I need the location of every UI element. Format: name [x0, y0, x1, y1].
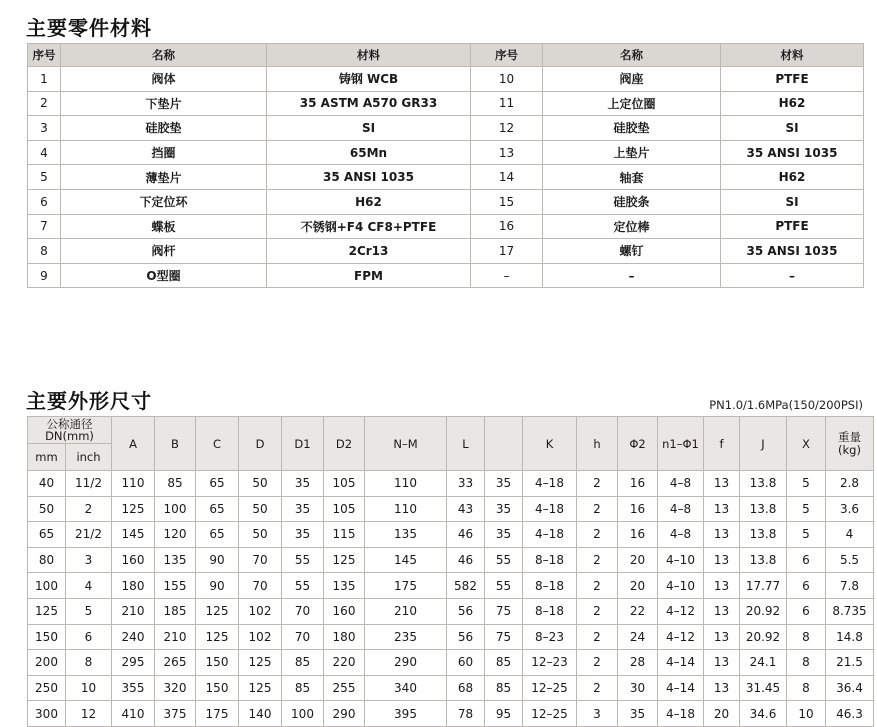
dimensions-cell: 8: [787, 675, 826, 701]
dimensions-cell: 240: [112, 624, 155, 650]
dimensions-cell: 85: [155, 471, 196, 497]
dimensions-cell: 100: [282, 701, 324, 727]
dimension-header: L: [447, 417, 485, 471]
materials-cell: –: [721, 263, 864, 288]
dimension-header: [485, 417, 523, 471]
dimensions-cell: 55: [485, 547, 523, 573]
dimensions-cell: 4–8: [658, 471, 704, 497]
dimensions-cell: 5: [787, 522, 826, 548]
materials-cell: 11: [471, 91, 543, 116]
dimensions-cell: 13.8: [740, 522, 787, 548]
dimensions-cell: 3.6: [826, 496, 874, 522]
dimensions-cell: 6: [787, 598, 826, 624]
dimensions-cell: 90: [196, 547, 239, 573]
weight-header: 重量 (kg): [826, 417, 874, 471]
materials-cell: PTFE: [721, 214, 864, 239]
materials-cell: 35 ASTM A570 GR33: [267, 91, 471, 116]
dimensions-cell: 295: [112, 650, 155, 676]
materials-cell: 2Cr13: [267, 239, 471, 264]
dimensions-row: [28, 650, 874, 676]
dimension-header: J: [740, 417, 787, 471]
dimensions-cell: 46: [447, 547, 485, 573]
materials-cell: 螺钉: [543, 239, 721, 264]
materials-title: 主要零件材料: [26, 16, 152, 40]
dimensions-cell: 35: [485, 496, 523, 522]
dimensions-cell: 22: [618, 598, 658, 624]
dimensions-cell: 35: [282, 522, 324, 548]
materials-cell: 9: [28, 263, 61, 288]
dimensions-cell: 2: [577, 675, 618, 701]
materials-cell: SI: [721, 189, 864, 214]
dimensions-cell: 21.5: [826, 650, 874, 676]
dimensions-cell: 80: [28, 547, 66, 573]
materials-cell: 16: [471, 214, 543, 239]
dimension-header: D1: [282, 417, 324, 471]
dimensions-cell: 250: [28, 675, 66, 701]
dimensions-cell: 55: [282, 573, 324, 599]
dimensions-cell: 13: [704, 573, 740, 599]
dimensions-cell: 35: [282, 471, 324, 497]
dimensions-cell: 125: [324, 547, 365, 573]
dimensions-cell: 150: [196, 650, 239, 676]
dimension-header: Φ2: [618, 417, 658, 471]
materials-cell: SI: [267, 116, 471, 141]
dimensions-cell: 36.4: [826, 675, 874, 701]
dimensions-cell: 4–18: [523, 496, 577, 522]
dimensions-cell: 4–18: [523, 471, 577, 497]
materials-row: [28, 165, 864, 190]
dimensions-row: [28, 547, 874, 573]
dimensions-cell: 65: [196, 496, 239, 522]
materials-cell: 挡圈: [61, 140, 267, 165]
dimensions-cell: 4–10: [658, 547, 704, 573]
materials-cell: 2: [28, 91, 61, 116]
materials-cell: 定位棒: [543, 214, 721, 239]
dimensions-cell: 13: [704, 496, 740, 522]
dimensions-cell: 210: [112, 598, 155, 624]
dimensions-cell: 320: [155, 675, 196, 701]
dimensions-cell: 100: [28, 573, 66, 599]
materials-cell: 35 ANSI 1035: [721, 239, 864, 264]
dimensions-cell: 13: [704, 522, 740, 548]
dimensions-cell: 125: [196, 598, 239, 624]
materials-row: [28, 91, 864, 116]
materials-cell: 5: [28, 165, 61, 190]
dimensions-cell: 300: [28, 701, 66, 727]
pressure-rating: PN1.0/1.6MPa(150/200PSI): [709, 398, 863, 412]
dimension-header: D: [239, 417, 282, 471]
dimensions-cell: 8.735: [826, 598, 874, 624]
dimensions-cell: 55: [485, 573, 523, 599]
materials-cell: 10: [471, 67, 543, 92]
dimensions-cell: 4–14: [658, 675, 704, 701]
dimensions-cell: 70: [282, 624, 324, 650]
dimensions-cell: 13: [704, 598, 740, 624]
dimensions-cell: 68: [447, 675, 485, 701]
dimensions-cell: 4: [826, 522, 874, 548]
materials-header-cell: 名称: [61, 44, 267, 67]
materials-cell: 上定位圈: [543, 91, 721, 116]
dimension-header: D2: [324, 417, 365, 471]
dimensions-cell: 5: [787, 496, 826, 522]
dimensions-cell: 2: [577, 573, 618, 599]
dimensions-cell: 2: [577, 496, 618, 522]
dimensions-cell: 102: [239, 624, 282, 650]
dimensions-title: 主要外形尺寸: [26, 389, 152, 413]
dimensions-cell: 355: [112, 675, 155, 701]
dimensions-row: [28, 522, 874, 548]
dimensions-cell: 4–12: [658, 598, 704, 624]
dimensions-cell: 13: [704, 547, 740, 573]
materials-row: [28, 214, 864, 239]
materials-row: [28, 239, 864, 264]
dn-group-header: 公称通径 DN(mm): [28, 417, 112, 444]
materials-cell: 上垫片: [543, 140, 721, 165]
dimensions-cell: 4–8: [658, 496, 704, 522]
dimensions-cell: 8: [787, 624, 826, 650]
dimension-header: B: [155, 417, 196, 471]
materials-cell: 6: [28, 189, 61, 214]
dimensions-cell: 180: [324, 624, 365, 650]
dimensions-cell: 20.92: [740, 624, 787, 650]
materials-cell: 35 ANSI 1035: [267, 165, 471, 190]
dimensions-cell: 21/2: [66, 522, 112, 548]
dimensions-cell: 31.45: [740, 675, 787, 701]
materials-header-cell: 名称: [543, 44, 721, 67]
dimensions-cell: 46: [447, 522, 485, 548]
dimensions-cell: 2: [577, 598, 618, 624]
dimensions-cell: 20: [704, 701, 740, 727]
dimensions-cell: 55: [282, 547, 324, 573]
dimensions-cell: 33: [447, 471, 485, 497]
materials-row: [28, 140, 864, 165]
dimensions-cell: 4–18: [658, 701, 704, 727]
dimensions-cell: 290: [365, 650, 447, 676]
materials-cell: –: [471, 263, 543, 288]
materials-cell: 17: [471, 239, 543, 264]
materials-cell: 铸钢 WCB: [267, 67, 471, 92]
dimensions-cell: 13: [704, 675, 740, 701]
dimensions-cell: 8–23: [523, 624, 577, 650]
dimension-header: K: [523, 417, 577, 471]
dimensions-cell: 135: [155, 547, 196, 573]
dimensions-cell: 10: [787, 701, 826, 727]
dimension-header: C: [196, 417, 239, 471]
dimensions-cell: 12: [66, 701, 112, 727]
dimensions-cell: 14.8: [826, 624, 874, 650]
dimensions-cell: 4–18: [523, 522, 577, 548]
dimensions-cell: 85: [485, 675, 523, 701]
dimensions-cell: 60: [447, 650, 485, 676]
dimension-header: n1–Φ1: [658, 417, 704, 471]
dimensions-cell: 4–10: [658, 573, 704, 599]
dimensions-row: [28, 573, 874, 599]
materials-cell: 1: [28, 67, 61, 92]
dimensions-cell: 85: [282, 650, 324, 676]
dimensions-cell: 75: [485, 598, 523, 624]
dimensions-cell: 150: [28, 624, 66, 650]
dimensions-cell: 56: [447, 624, 485, 650]
dimensions-cell: 100: [155, 496, 196, 522]
dimensions-cell: 2.8: [826, 471, 874, 497]
materials-cell: 12: [471, 116, 543, 141]
dimensions-cell: 70: [282, 598, 324, 624]
dimensions-cell: 85: [282, 675, 324, 701]
dimensions-cell: 10: [66, 675, 112, 701]
dimensions-cell: 70: [239, 573, 282, 599]
dimensions-cell: 185: [155, 598, 196, 624]
dimensions-cell: 46.3: [826, 701, 874, 727]
materials-cell: PTFE: [721, 67, 864, 92]
dimensions-cell: 40: [28, 471, 66, 497]
materials-cell: 不锈钢+F4 CF8+PTFE: [267, 214, 471, 239]
materials-cell: SI: [721, 116, 864, 141]
dimensions-cell: 2: [577, 522, 618, 548]
materials-cell: H62: [721, 165, 864, 190]
materials-row: [28, 67, 864, 92]
dimensions-cell: 125: [112, 496, 155, 522]
dimensions-row: [28, 701, 874, 727]
dimensions-cell: 2: [66, 496, 112, 522]
dimensions-cell: 135: [365, 522, 447, 548]
dimensions-cell: 65: [196, 471, 239, 497]
materials-cell: 蝶板: [61, 214, 267, 239]
dimensions-cell: 7.8: [826, 573, 874, 599]
dimensions-cell: 65: [28, 522, 66, 548]
dimensions-cell: 180: [112, 573, 155, 599]
materials-cell: O型圈: [61, 263, 267, 288]
dimensions-cell: 8–18: [523, 547, 577, 573]
dimensions-cell: 78: [447, 701, 485, 727]
dimension-header: f: [704, 417, 740, 471]
dimensions-cell: 5: [787, 471, 826, 497]
dimensions-cell: 8: [787, 650, 826, 676]
dimensions-cell: 4–8: [658, 522, 704, 548]
dimensions-cell: 3: [577, 701, 618, 727]
dn-subheader: inch: [66, 444, 112, 471]
dimensions-cell: 110: [365, 496, 447, 522]
dimensions-cell: 155: [155, 573, 196, 599]
dimensions-cell: 13.8: [740, 471, 787, 497]
dimensions-cell: 95: [485, 701, 523, 727]
materials-row: [28, 263, 864, 288]
dimensions-cell: 35: [485, 471, 523, 497]
dimensions-cell: 2: [577, 547, 618, 573]
materials-cell: 3: [28, 116, 61, 141]
dimensions-cell: 105: [324, 496, 365, 522]
dimensions-cell: 135: [324, 573, 365, 599]
dimensions-cell: 115: [324, 522, 365, 548]
dimensions-cell: 210: [155, 624, 196, 650]
materials-cell: –: [543, 263, 721, 288]
dimensions-cell: 6: [787, 573, 826, 599]
dimensions-cell: 75: [485, 624, 523, 650]
dimensions-cell: 12–25: [523, 675, 577, 701]
materials-header-cell: 序号: [28, 44, 61, 67]
dimensions-cell: 8–18: [523, 573, 577, 599]
dimensions-cell: 28: [618, 650, 658, 676]
materials-cell: 硅胶垫: [543, 116, 721, 141]
dimensions-cell: 8: [66, 650, 112, 676]
dimensions-cell: 150: [196, 675, 239, 701]
dimensions-row: [28, 675, 874, 701]
dimensions-cell: 2: [577, 650, 618, 676]
dimensions-cell: 125: [28, 598, 66, 624]
dimensions-cell: 16: [618, 471, 658, 497]
dimensions-cell: 105: [324, 471, 365, 497]
dimensions-cell: 375: [155, 701, 196, 727]
materials-cell: 阀杆: [61, 239, 267, 264]
dimensions-table: [27, 416, 874, 727]
dimensions-cell: 35: [282, 496, 324, 522]
dimensions-cell: 160: [324, 598, 365, 624]
dimensions-cell: 235: [365, 624, 447, 650]
dimensions-cell: 13.8: [740, 496, 787, 522]
materials-header-cell: 材料: [721, 44, 864, 67]
dimensions-cell: 395: [365, 701, 447, 727]
materials-header-row: [28, 44, 864, 67]
dimensions-cell: 2: [577, 471, 618, 497]
dimensions-cell: 50: [28, 496, 66, 522]
dimension-header: N–M: [365, 417, 447, 471]
dimensions-row: [28, 624, 874, 650]
materials-cell: 下定位环: [61, 189, 267, 214]
materials-table: [27, 43, 864, 288]
dimensions-cell: 125: [196, 624, 239, 650]
dimensions-cell: 24.1: [740, 650, 787, 676]
materials-header-cell: 序号: [471, 44, 543, 67]
materials-cell: 阀座: [543, 67, 721, 92]
dimensions-cell: 3: [66, 547, 112, 573]
dimensions-row: [28, 496, 874, 522]
materials-header-cell: 材料: [267, 44, 471, 67]
dimensions-cell: 145: [112, 522, 155, 548]
materials-cell: 4: [28, 140, 61, 165]
dimensions-cell: 43: [447, 496, 485, 522]
dimensions-cell: 582: [447, 573, 485, 599]
dimensions-cell: 2: [577, 624, 618, 650]
materials-cell: 14: [471, 165, 543, 190]
dimensions-cell: 410: [112, 701, 155, 727]
dn-subheader: mm: [28, 444, 66, 471]
dimensions-cell: 13: [704, 624, 740, 650]
dimensions-cell: 17.77: [740, 573, 787, 599]
materials-cell: 薄垫片: [61, 165, 267, 190]
dimension-header: X: [787, 417, 826, 471]
materials-cell: 8: [28, 239, 61, 264]
dimensions-cell: 4–14: [658, 650, 704, 676]
materials-cell: 下垫片: [61, 91, 267, 116]
materials-cell: 65Mn: [267, 140, 471, 165]
dimensions-cell: 13.8: [740, 547, 787, 573]
dimensions-cell: 16: [618, 496, 658, 522]
materials-cell: 阀体: [61, 67, 267, 92]
materials-cell: 7: [28, 214, 61, 239]
dimensions-cell: 125: [239, 675, 282, 701]
dimensions-cell: 5.5: [826, 547, 874, 573]
dimensions-cell: 125: [239, 650, 282, 676]
dimensions-cell: 175: [196, 701, 239, 727]
dimensions-cell: 255: [324, 675, 365, 701]
dimensions-cell: 340: [365, 675, 447, 701]
dimensions-cell: 70: [239, 547, 282, 573]
materials-cell: FPM: [267, 263, 471, 288]
materials-cell: 35 ANSI 1035: [721, 140, 864, 165]
dimensions-cell: 35: [485, 522, 523, 548]
dimensions-cell: 13: [704, 471, 740, 497]
materials-row: [28, 116, 864, 141]
dimensions-cell: 50: [239, 471, 282, 497]
dimensions-cell: 8–18: [523, 598, 577, 624]
dimensions-cell: 56: [447, 598, 485, 624]
materials-cell: 轴套: [543, 165, 721, 190]
dimensions-cell: 6: [66, 624, 112, 650]
dimensions-cell: 16: [618, 522, 658, 548]
dimensions-cell: 30: [618, 675, 658, 701]
dimensions-cell: 160: [112, 547, 155, 573]
dimensions-cell: 120: [155, 522, 196, 548]
dimensions-cell: 13: [704, 650, 740, 676]
dimensions-cell: 102: [239, 598, 282, 624]
materials-cell: 13: [471, 140, 543, 165]
dimensions-cell: 90: [196, 573, 239, 599]
dimensions-cell: 140: [239, 701, 282, 727]
dimensions-cell: 110: [112, 471, 155, 497]
dimensions-cell: 265: [155, 650, 196, 676]
dimensions-cell: 20: [618, 573, 658, 599]
dimensions-cell: 145: [365, 547, 447, 573]
dimensions-cell: 12–25: [523, 701, 577, 727]
dimensions-cell: 210: [365, 598, 447, 624]
dimensions-cell: 65: [196, 522, 239, 548]
materials-cell: H62: [721, 91, 864, 116]
materials-row: [28, 189, 864, 214]
materials-cell: 硅胶条: [543, 189, 721, 214]
dimensions-cell: 20: [618, 547, 658, 573]
dimensions-cell: 50: [239, 522, 282, 548]
dimensions-cell: 4–12: [658, 624, 704, 650]
dimensions-cell: 6: [787, 547, 826, 573]
dimensions-cell: 35: [618, 701, 658, 727]
dimensions-cell: 24: [618, 624, 658, 650]
dimensions-cell: 175: [365, 573, 447, 599]
dimensions-cell: 5: [66, 598, 112, 624]
dimensions-cell: 200: [28, 650, 66, 676]
dimensions-header-row: [28, 417, 874, 444]
dimensions-cell: 110: [365, 471, 447, 497]
materials-cell: H62: [267, 189, 471, 214]
materials-cell: 15: [471, 189, 543, 214]
dimensions-cell: 12–23: [523, 650, 577, 676]
dimensions-row: [28, 471, 874, 497]
dimensions-row: [28, 598, 874, 624]
dimension-header: A: [112, 417, 155, 471]
dimensions-cell: 34.6: [740, 701, 787, 727]
dimensions-cell: 11/2: [66, 471, 112, 497]
dimensions-cell: 85: [485, 650, 523, 676]
dimensions-cell: 50: [239, 496, 282, 522]
dimension-header: h: [577, 417, 618, 471]
dimensions-cell: 4: [66, 573, 112, 599]
materials-cell: 硅胶垫: [61, 116, 267, 141]
dimensions-cell: 20.92: [740, 598, 787, 624]
dimensions-cell: 290: [324, 701, 365, 727]
dimensions-cell: 220: [324, 650, 365, 676]
